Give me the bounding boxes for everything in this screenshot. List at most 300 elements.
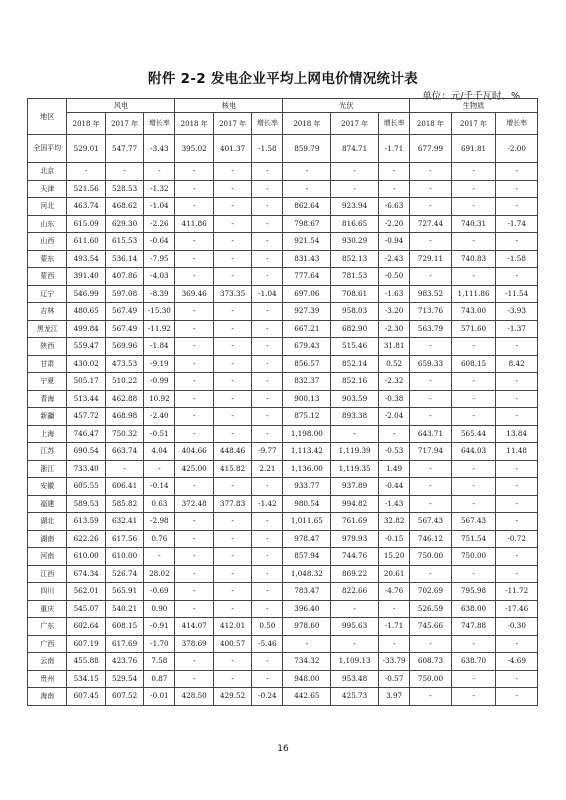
solar-growth-rate-cell: 0.52 (379, 355, 410, 373)
nuclear-year-2018-cell: - (175, 373, 213, 391)
wind-year-2017-cell: 565.91 (105, 583, 143, 601)
biomass-year-2017-cell: 740.31 (451, 215, 496, 233)
solar-year-2018-cell: 679.43 (283, 338, 331, 356)
solar-year-2018-cell: 831.43 (283, 250, 331, 268)
nuclear-year-2017-cell: - (213, 425, 251, 443)
solar-year-2017-cell: 953.48 (331, 670, 379, 688)
nuclear-growth-rate-cell: - (252, 408, 283, 426)
solar-year-2018-cell: 875.12 (283, 408, 331, 426)
table-row (28, 215, 538, 233)
wind-year-2018-cell: 589.53 (67, 495, 105, 513)
nuclear-year-2017-cell: - (213, 215, 251, 233)
solar-year-2018-cell: 1,113.42 (283, 443, 331, 461)
biomass-year-2017-cell: 747.88 (451, 618, 496, 636)
solar-growth-rate-cell: -1.43 (379, 495, 410, 513)
wind-year-2018-cell: 610.00 (67, 548, 105, 566)
biomass-growth-rate-cell: - (496, 565, 538, 583)
solar-growth-rate-cell: -0.50 (379, 268, 410, 286)
wind-growth-rate-cell: 7.58 (144, 653, 175, 671)
solar-growth-rate-cell: -0.15 (379, 530, 410, 548)
wind-growth-rate-cell: 28.02 (144, 565, 175, 583)
wind-year-2018-cell: 733.40 (67, 460, 105, 478)
biomass-growth-rate-cell: 8.42 (496, 355, 538, 373)
wind-year-2018-cell: 521.56 (67, 180, 105, 198)
nuclear-growth-rate-cell: 2.21 (252, 460, 283, 478)
biomass-year-2017-cell: 571.60 (451, 320, 496, 338)
solar-year-2018-cell: 832.37 (283, 373, 331, 391)
solar-year-2017-cell: 995.63 (331, 618, 379, 636)
wind-growth-rate-cell: 0.63 (144, 495, 175, 513)
nuclear-year-2017-cell: - (213, 670, 251, 688)
solar-year-2017-cell: 958.03 (331, 303, 379, 321)
wind-year-2017-cell: 423.76 (105, 653, 143, 671)
solar-year-2017-cell: 682.90 (331, 320, 379, 338)
wind-growth-rate-cell: -2.40 (144, 408, 175, 426)
nuclear-year-2018-cell: - (175, 513, 213, 531)
nuclear-year-2018-cell: - (175, 425, 213, 443)
biomass-growth-rate-cell: -1.58 (496, 250, 538, 268)
biomass-year-2018-cell: 750.00 (410, 670, 452, 688)
biomass-year-2017-cell: - (451, 198, 496, 216)
wind-year-2017-cell: 569.96 (105, 338, 143, 356)
solar-year-2018-cell: 1,011.65 (283, 513, 331, 531)
nuclear-year-2018-cell: - (175, 250, 213, 268)
wind-year-2018-cell: 513.44 (67, 390, 105, 408)
nuclear-year-2017-cell: - (213, 530, 251, 548)
solar-growth-rate-cell: -0.53 (379, 443, 410, 461)
wind-year-2018-cell: 545.07 (67, 600, 105, 618)
nuclear-year-2017-cell: - (213, 373, 251, 391)
biomass-year-2017-cell: - (451, 338, 496, 356)
wind-year-2017-cell: 567.49 (105, 320, 143, 338)
unit-label: 单位：元/千千瓦时、% (422, 91, 520, 102)
nuclear-growth-rate-cell: - (252, 268, 283, 286)
nuclear-year-2018-cell: - (175, 320, 213, 338)
wind-year-2017-cell: 567.49 (105, 303, 143, 321)
nuclear-growth-rate-cell: -5.46 (252, 635, 283, 653)
solar-growth-rate-cell: -6.63 (379, 198, 410, 216)
biomass-year-2018-cell: - (410, 565, 452, 583)
solar-year-2018-cell: 783.47 (283, 583, 331, 601)
subheader-solar-year-2018: 2018 年 (283, 113, 331, 135)
table-row (28, 548, 538, 566)
biomass-year-2018-cell: - (410, 163, 452, 181)
wind-year-2017-cell: 610.00 (105, 548, 143, 566)
nuclear-year-2018-cell: - (175, 180, 213, 198)
biomass-growth-rate-cell: - (496, 408, 538, 426)
nuclear-year-2017-cell: - (213, 565, 251, 583)
solar-growth-rate-cell: -0.94 (379, 233, 410, 251)
biomass-growth-rate-cell: - (496, 670, 538, 688)
solar-year-2018-cell: 1,136.00 (283, 460, 331, 478)
biomass-growth-rate-cell: 11.48 (496, 443, 538, 461)
table-row (28, 653, 538, 671)
biomass-growth-rate-cell: - (496, 233, 538, 251)
biomass-year-2017-cell: - (451, 478, 496, 496)
table-row (28, 530, 538, 548)
biomass-year-2017-cell: - (451, 670, 496, 688)
solar-growth-rate-cell: 3.97 (379, 688, 410, 706)
nuclear-year-2017-cell: - (213, 583, 251, 601)
wind-year-2018-cell: 529.01 (67, 135, 105, 163)
biomass-growth-rate-cell: - (496, 688, 538, 706)
nuclear-year-2018-cell: - (175, 233, 213, 251)
nuclear-growth-rate-cell: - (252, 303, 283, 321)
wind-growth-rate-cell: 0.76 (144, 530, 175, 548)
solar-year-2018-cell: 921.54 (283, 233, 331, 251)
nuclear-growth-rate-cell: -1.42 (252, 495, 283, 513)
biomass-year-2017-cell: - (451, 460, 496, 478)
solar-year-2018-cell: 900.13 (283, 390, 331, 408)
biomass-year-2018-cell: 526.59 (410, 600, 452, 618)
table-row (28, 513, 538, 531)
nuclear-year-2017-cell: - (213, 198, 251, 216)
nuclear-year-2017-cell: 400.57 (213, 635, 251, 653)
wind-year-2017-cell: 750.32 (105, 425, 143, 443)
solar-growth-rate-cell: -33.79 (379, 653, 410, 671)
region-cell: 江苏 (28, 443, 67, 461)
wind-year-2018-cell: 546.99 (67, 285, 105, 303)
nuclear-growth-rate-cell: - (252, 548, 283, 566)
solar-growth-rate-cell: - (379, 163, 410, 181)
nuclear-growth-rate-cell: - (252, 530, 283, 548)
solar-year-2018-cell: 927.39 (283, 303, 331, 321)
solar-year-2018-cell: 978.60 (283, 618, 331, 636)
nuclear-year-2018-cell: 425.00 (175, 460, 213, 478)
wind-year-2018-cell: 607.19 (67, 635, 105, 653)
biomass-growth-rate-cell: -1.37 (496, 320, 538, 338)
wind-growth-rate-cell: -3.43 (144, 135, 175, 163)
wind-year-2018-cell: 607.45 (67, 688, 105, 706)
region-cell: 山东 (28, 215, 67, 233)
wind-year-2018-cell: 605.55 (67, 478, 105, 496)
nuclear-growth-rate-cell: - (252, 565, 283, 583)
region-cell: 湖北 (28, 513, 67, 531)
biomass-year-2018-cell: 677.99 (410, 135, 452, 163)
region-cell: 北京 (28, 163, 67, 181)
table-row (28, 303, 538, 321)
solar-year-2017-cell: 852.14 (331, 355, 379, 373)
nuclear-year-2017-cell: - (213, 163, 251, 181)
region-cell: 甘肃 (28, 355, 67, 373)
biomass-growth-rate-cell: -11.54 (496, 285, 538, 303)
biomass-growth-rate-cell: - (496, 460, 538, 478)
group-header-solar: 光伏 (283, 99, 410, 113)
nuclear-growth-rate-cell: - (252, 163, 283, 181)
nuclear-year-2017-cell: - (213, 653, 251, 671)
nuclear-year-2017-cell: - (213, 180, 251, 198)
biomass-growth-rate-cell: -11.72 (496, 583, 538, 601)
biomass-year-2018-cell: 702.69 (410, 583, 452, 601)
table-row (28, 135, 538, 163)
wind-year-2018-cell: 622.26 (67, 530, 105, 548)
biomass-year-2017-cell: 638.70 (451, 653, 496, 671)
nuclear-growth-rate-cell: - (252, 250, 283, 268)
wind-growth-rate-cell: -1.04 (144, 198, 175, 216)
solar-year-2017-cell: - (331, 635, 379, 653)
table-row (28, 688, 538, 706)
solar-growth-rate-cell: -1.71 (379, 135, 410, 163)
table-row (28, 618, 538, 636)
solar-growth-rate-cell: -2.30 (379, 320, 410, 338)
nuclear-year-2017-cell: - (213, 250, 251, 268)
biomass-year-2018-cell: - (410, 495, 452, 513)
solar-year-2018-cell: - (283, 180, 331, 198)
nuclear-year-2018-cell: - (175, 268, 213, 286)
wind-year-2017-cell: 468.62 (105, 198, 143, 216)
solar-year-2018-cell: 667.21 (283, 320, 331, 338)
biomass-year-2018-cell: 750.00 (410, 548, 452, 566)
nuclear-year-2018-cell: 414.07 (175, 618, 213, 636)
wind-year-2017-cell: 608.15 (105, 618, 143, 636)
biomass-year-2017-cell: 608.15 (451, 355, 496, 373)
solar-growth-rate-cell: -0.57 (379, 670, 410, 688)
biomass-growth-rate-cell: - (496, 373, 538, 391)
region-cell: 云南 (28, 653, 67, 671)
table-row (28, 478, 538, 496)
region-cell: 河南 (28, 548, 67, 566)
solar-year-2018-cell: 697.06 (283, 285, 331, 303)
biomass-year-2018-cell: - (410, 408, 452, 426)
nuclear-year-2018-cell: - (175, 565, 213, 583)
nuclear-growth-rate-cell: - (252, 373, 283, 391)
solar-growth-rate-cell: 20.61 (379, 565, 410, 583)
biomass-year-2017-cell: - (451, 390, 496, 408)
biomass-year-2017-cell: 740.83 (451, 250, 496, 268)
wind-year-2018-cell: 505.17 (67, 373, 105, 391)
region-cell: 蒙东 (28, 250, 67, 268)
biomass-year-2018-cell: 727.44 (410, 215, 452, 233)
wind-year-2017-cell: 468.98 (105, 408, 143, 426)
biomass-year-2018-cell: - (410, 390, 452, 408)
biomass-growth-rate-cell: -4.69 (496, 653, 538, 671)
solar-year-2018-cell: 442.65 (283, 688, 331, 706)
solar-year-2017-cell: 893.38 (331, 408, 379, 426)
nuclear-year-2017-cell: - (213, 513, 251, 531)
solar-year-2017-cell: 937.89 (331, 478, 379, 496)
region-cell: 四川 (28, 583, 67, 601)
nuclear-year-2017-cell: - (213, 478, 251, 496)
nuclear-year-2017-cell: 401.37 (213, 135, 251, 163)
wind-year-2017-cell: 528.53 (105, 180, 143, 198)
wind-growth-rate-cell: 4.04 (144, 443, 175, 461)
wind-growth-rate-cell: -0.01 (144, 688, 175, 706)
biomass-growth-rate-cell: - (496, 268, 538, 286)
solar-year-2017-cell: 816.65 (331, 215, 379, 233)
biomass-year-2018-cell: 659.33 (410, 355, 452, 373)
table-row (28, 408, 538, 426)
wind-year-2018-cell: 674.34 (67, 565, 105, 583)
table-row (28, 670, 538, 688)
wind-growth-rate-cell: -4.03 (144, 268, 175, 286)
region-cell: 山西 (28, 233, 67, 251)
biomass-year-2018-cell: 717.94 (410, 443, 452, 461)
region-cell: 福建 (28, 495, 67, 513)
biomass-year-2018-cell: 746.12 (410, 530, 452, 548)
solar-year-2017-cell: - (331, 180, 379, 198)
biomass-year-2018-cell: - (410, 688, 452, 706)
solar-year-2017-cell: 852.13 (331, 250, 379, 268)
solar-growth-rate-cell: 32.82 (379, 513, 410, 531)
wind-year-2018-cell: 559.47 (67, 338, 105, 356)
solar-year-2017-cell: 744.76 (331, 548, 379, 566)
table-row (28, 390, 538, 408)
solar-year-2017-cell: - (331, 425, 379, 443)
biomass-growth-rate-cell: 13.84 (496, 425, 538, 443)
solar-year-2018-cell: 857.94 (283, 548, 331, 566)
biomass-year-2018-cell: - (410, 635, 452, 653)
solar-year-2017-cell: 852.16 (331, 373, 379, 391)
region-cell: 浙江 (28, 460, 67, 478)
biomass-year-2017-cell: 743.00 (451, 303, 496, 321)
price-statistics-table (27, 98, 538, 706)
biomass-growth-rate-cell: - (496, 513, 538, 531)
biomass-year-2017-cell: - (451, 495, 496, 513)
solar-year-2018-cell: 933.77 (283, 478, 331, 496)
wind-year-2017-cell: 617.56 (105, 530, 143, 548)
subheader-nuclear-year-2017: 2017 年 (213, 113, 251, 135)
biomass-year-2018-cell: 713.76 (410, 303, 452, 321)
wind-year-2018-cell: - (67, 163, 105, 181)
wind-year-2017-cell: 526.74 (105, 565, 143, 583)
wind-growth-rate-cell: - (144, 548, 175, 566)
biomass-growth-rate-cell: -3.93 (496, 303, 538, 321)
subheader-biomass-year-2017: 2017 年 (451, 113, 496, 135)
region-cell: 黑龙江 (28, 320, 67, 338)
solar-growth-rate-cell: - (379, 180, 410, 198)
nuclear-year-2017-cell: 415.82 (213, 460, 251, 478)
nuclear-year-2018-cell: 411.86 (175, 215, 213, 233)
solar-year-2017-cell: 515.46 (331, 338, 379, 356)
subheader-biomass-growth-rate: 增长率 (496, 113, 538, 135)
nuclear-growth-rate-cell: - (252, 513, 283, 531)
wind-year-2018-cell: 480.65 (67, 303, 105, 321)
biomass-growth-rate-cell: - (496, 180, 538, 198)
wind-year-2018-cell: 493.54 (67, 250, 105, 268)
nuclear-growth-rate-cell: - (252, 215, 283, 233)
table-row (28, 355, 538, 373)
table-row (28, 425, 538, 443)
nuclear-year-2017-cell: - (213, 548, 251, 566)
biomass-year-2018-cell: 983.52 (410, 285, 452, 303)
nuclear-year-2017-cell: 448.46 (213, 443, 251, 461)
solar-growth-rate-cell: -2.04 (379, 408, 410, 426)
nuclear-growth-rate-cell: -0.24 (252, 688, 283, 706)
biomass-growth-rate-cell: -0.72 (496, 530, 538, 548)
biomass-year-2017-cell: 750.00 (451, 548, 496, 566)
solar-year-2017-cell: 930.29 (331, 233, 379, 251)
biomass-growth-rate-cell: -0.30 (496, 618, 538, 636)
nuclear-year-2018-cell: - (175, 530, 213, 548)
region-cell: 蒙西 (28, 268, 67, 286)
solar-year-2018-cell: 734.32 (283, 653, 331, 671)
biomass-year-2017-cell: - (451, 373, 496, 391)
nuclear-growth-rate-cell: - (252, 653, 283, 671)
solar-year-2018-cell: 1,048.32 (283, 565, 331, 583)
biomass-growth-rate-cell: -17.46 (496, 600, 538, 618)
nuclear-growth-rate-cell: - (252, 600, 283, 618)
biomass-year-2018-cell: 563.79 (410, 320, 452, 338)
nuclear-year-2018-cell: 428.50 (175, 688, 213, 706)
wind-year-2017-cell: 540.21 (105, 600, 143, 618)
wind-year-2017-cell: 529.54 (105, 670, 143, 688)
biomass-year-2017-cell: 795.98 (451, 583, 496, 601)
biomass-year-2018-cell: - (410, 198, 452, 216)
nuclear-year-2018-cell: 369.46 (175, 285, 213, 303)
wind-growth-rate-cell: 10.92 (144, 390, 175, 408)
nuclear-year-2018-cell: - (175, 390, 213, 408)
nuclear-year-2017-cell: 429.52 (213, 688, 251, 706)
subheader-nuclear-year-2018: 2018 年 (175, 113, 213, 135)
biomass-growth-rate-cell: -2.00 (496, 135, 538, 163)
nuclear-year-2018-cell: - (175, 338, 213, 356)
solar-year-2018-cell: 1,198.00 (283, 425, 331, 443)
wind-growth-rate-cell: -11.92 (144, 320, 175, 338)
wind-year-2018-cell: 746.47 (67, 425, 105, 443)
nuclear-growth-rate-cell: -1.04 (252, 285, 283, 303)
nuclear-year-2018-cell: - (175, 653, 213, 671)
wind-year-2017-cell: 536.14 (105, 250, 143, 268)
biomass-year-2018-cell: 729.11 (410, 250, 452, 268)
wind-year-2018-cell: 430.02 (67, 355, 105, 373)
biomass-year-2017-cell: - (451, 408, 496, 426)
solar-growth-rate-cell: -4.76 (379, 583, 410, 601)
table-row (28, 495, 538, 513)
table-row (28, 320, 538, 338)
nuclear-year-2017-cell: - (213, 303, 251, 321)
wind-year-2017-cell: 617.69 (105, 635, 143, 653)
table-row (28, 583, 538, 601)
solar-year-2017-cell: 1,119.39 (331, 443, 379, 461)
wind-growth-rate-cell: -0.91 (144, 618, 175, 636)
subheader-nuclear-growth-rate: 增长率 (252, 113, 283, 135)
nuclear-year-2018-cell: 404.66 (175, 443, 213, 461)
biomass-year-2018-cell: - (410, 478, 452, 496)
nuclear-growth-rate-cell: - (252, 320, 283, 338)
region-cell: 全国平均 (28, 135, 67, 163)
solar-growth-rate-cell: -0.38 (379, 390, 410, 408)
solar-year-2017-cell: 822.66 (331, 583, 379, 601)
biomass-growth-rate-cell: - (496, 495, 538, 513)
solar-growth-rate-cell: 31.81 (379, 338, 410, 356)
solar-growth-rate-cell: -3.20 (379, 303, 410, 321)
biomass-year-2017-cell: 565.44 (451, 425, 496, 443)
solar-year-2017-cell: 903.59 (331, 390, 379, 408)
biomass-year-2017-cell: - (451, 635, 496, 653)
solar-year-2017-cell: 1,109.13 (331, 653, 379, 671)
nuclear-year-2017-cell: - (213, 600, 251, 618)
biomass-year-2018-cell: - (410, 460, 452, 478)
table-row (28, 460, 538, 478)
biomass-growth-rate-cell: - (496, 478, 538, 496)
region-cell: 新疆 (28, 408, 67, 426)
wind-year-2017-cell: 585.82 (105, 495, 143, 513)
wind-growth-rate-cell: -0.99 (144, 373, 175, 391)
wind-growth-rate-cell: -15.30 (144, 303, 175, 321)
biomass-year-2017-cell: 644.03 (451, 443, 496, 461)
biomass-growth-rate-cell: - (496, 338, 538, 356)
wind-growth-rate-cell: -0.14 (144, 478, 175, 496)
nuclear-year-2017-cell: - (213, 408, 251, 426)
biomass-year-2018-cell: 608.73 (410, 653, 452, 671)
biomass-year-2017-cell: - (451, 565, 496, 583)
table-row (28, 285, 538, 303)
solar-year-2017-cell: 761.69 (331, 513, 379, 531)
biomass-growth-rate-cell: -1.74 (496, 215, 538, 233)
wind-year-2018-cell: 499.84 (67, 320, 105, 338)
region-cell: 海南 (28, 688, 67, 706)
nuclear-year-2017-cell: - (213, 320, 251, 338)
